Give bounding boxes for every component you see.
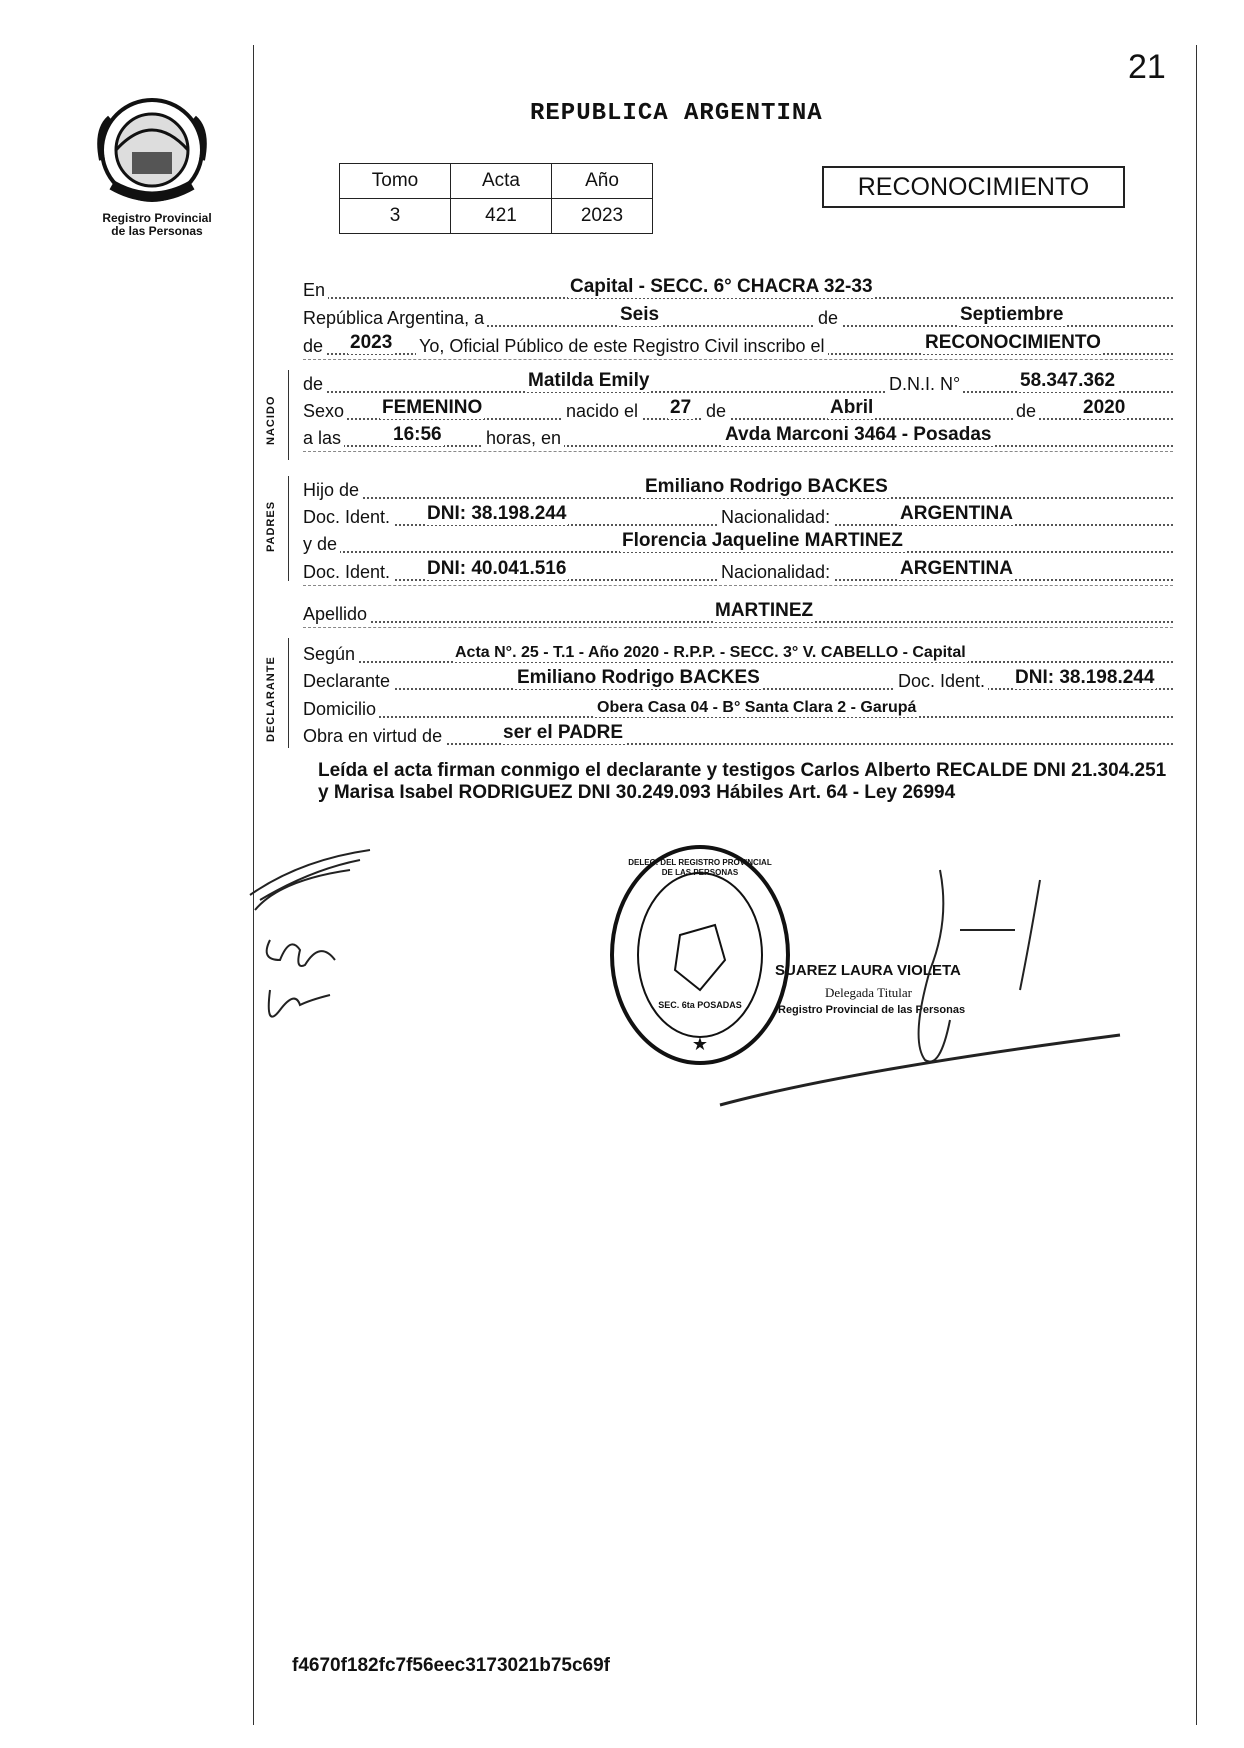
birth-month-value: Abril: [830, 397, 874, 418]
section-line-declarante: [288, 638, 289, 748]
row-domicilio: [303, 695, 1173, 723]
section-label-nacido: NACIDO: [265, 395, 277, 445]
anio-header: Año: [552, 164, 653, 199]
en-label: En: [303, 280, 328, 301]
segun-label: Según: [303, 644, 358, 665]
madre-nac-value: ARGENTINA: [900, 558, 1013, 579]
stamp-inner-text: SEC. 6ta POSADAS: [658, 1000, 742, 1010]
row-apellido: [303, 600, 1173, 628]
row-madre-doc: [303, 558, 1173, 586]
domicilio-label: Domicilio: [303, 699, 379, 720]
record-type-box: RECONOCIMIENTO: [822, 166, 1125, 208]
declarante-label: Declarante: [303, 671, 393, 692]
month-value: Septiembre: [960, 304, 1064, 325]
svg-text:★: ★: [691, 1034, 709, 1054]
section-label-padres: PADRES: [265, 500, 277, 552]
row-persona: [303, 370, 1173, 398]
lugar-value: Avda Marconi 3464 - Posadas: [725, 424, 992, 445]
dni-value: 58.347.362: [1020, 370, 1116, 391]
birth-year-value: 2020: [1083, 397, 1126, 418]
official-role: Delegada Titular: [825, 985, 913, 1000]
padre-doc-value: DNI: 38.198.244: [427, 503, 567, 524]
official-name: SUAREZ LAURA VIOLETA: [775, 962, 961, 979]
logo-caption: Registro Provincial de las Personas: [102, 211, 212, 238]
madre-doc-label: Doc. Ident.: [303, 562, 393, 583]
republica-label: República Argentina, a: [303, 308, 487, 329]
row-hora-lugar: [303, 424, 1173, 452]
madre-doc-value: DNI: 40.041.516: [427, 558, 567, 579]
section-label-declarante: DECLARANTE: [265, 656, 277, 742]
tomo-value: 3: [340, 199, 451, 234]
record-reference-table: [339, 163, 653, 234]
birth-de1-label: de: [703, 401, 729, 422]
year-value: 2023: [350, 332, 393, 353]
section-line-padres: [288, 476, 289, 581]
apellido-value: MARTINEZ: [715, 600, 814, 621]
hora-value: 16:56: [393, 424, 442, 445]
padre-nac-value: ARGENTINA: [900, 503, 1013, 524]
de-persona-label: de: [303, 374, 326, 395]
decl-doc-value: DNI: 38.198.244: [1015, 667, 1155, 688]
year-prefix: de: [303, 336, 326, 357]
row-sexo-nacimiento: [303, 397, 1173, 425]
horas-label: horas, en: [483, 428, 564, 449]
anio-value: 2023: [552, 199, 653, 234]
padre-doc-label: Doc. Ident.: [303, 507, 393, 528]
de-label: de: [815, 308, 841, 329]
row-inscripcion: [303, 332, 1173, 360]
birth-day-value: 27: [670, 397, 692, 418]
official-office: Registro Provincial de las Personas: [778, 1004, 966, 1016]
alas-label: a las: [303, 428, 344, 449]
obra-value: ser el PADRE: [503, 722, 624, 743]
page-title: REPUBLICA ARGENTINA: [530, 100, 823, 127]
day-value: Seis: [620, 304, 660, 325]
inscribo-text: Yo, Oficial Público de este Registro Civil inscribo el: [416, 336, 828, 357]
padre-value: Emiliano Rodrigo BACKES: [645, 476, 888, 497]
en-value: Capital - SECC. 6° CHACRA 32-33: [570, 276, 873, 297]
document-hash: f4670f182fc7f56eec3173021b75c69f: [292, 1655, 610, 1676]
acta-value: 421: [451, 199, 552, 234]
row-segun: [303, 640, 1173, 668]
row-fecha: [303, 304, 1173, 332]
obra-label: Obra en virtud de: [303, 726, 445, 747]
stamp-ring-text: DELEG. DEL REGISTRO PROVINCIAL DE LAS PERSONAS: [628, 858, 772, 877]
inscribo-value: RECONOCIMIENTO: [925, 332, 1101, 353]
sexo-value: FEMENINO: [382, 397, 483, 418]
row-obra: [303, 722, 1173, 750]
row-padre-doc: [303, 503, 1173, 531]
segun-value: Acta N°. 25 - T.1 - Año 2020 - R.P.P. - SECC. 3° V. CABELLO - Capital: [455, 644, 966, 661]
tomo-header: Tomo: [340, 164, 451, 199]
witness-signatures: [240, 840, 390, 1040]
madre-value: Florencia Jaqueline MARTINEZ: [622, 530, 903, 551]
section-line-nacido: [288, 370, 289, 460]
acta-header: Acta: [451, 164, 552, 199]
row-declarante: [303, 667, 1173, 695]
closing-statement: Leída el acta firman conmigo el declarante y testigos Carlos Alberto RECALDE DNI 21.304.251 y Marisa Isabel RODRIGUEZ DNI 30.249.093 Hábiles Art. 64 - Ley 26994: [318, 760, 1167, 803]
page-number: 21: [1128, 48, 1166, 86]
apellido-label: Apellido: [303, 604, 370, 625]
row-padre: [303, 476, 1173, 504]
domicilio-value: Obera Casa 04 - B° Santa Clara 2 - Garupá: [597, 699, 917, 716]
row-madre: [303, 530, 1173, 558]
nacido-label: nacido el: [563, 401, 641, 422]
misiones-emblem-logo: [92, 90, 212, 210]
declarante-value: Emiliano Rodrigo BACKES: [517, 667, 760, 688]
decl-doc-label: Doc. Ident.: [895, 671, 988, 692]
dni-label: D.N.I. N°: [886, 374, 963, 395]
hijo-label: Hijo de: [303, 480, 362, 501]
padre-nac-label: Nacionalidad:: [718, 507, 833, 528]
birth-de2-label: de: [1013, 401, 1039, 422]
sexo-label: Sexo: [303, 401, 347, 422]
right-margin-line: [1196, 45, 1197, 1725]
persona-value: Matilda Emily: [528, 370, 650, 391]
official-signature: [700, 860, 1160, 1130]
yde-label: y de: [303, 534, 340, 555]
madre-nac-label: Nacionalidad:: [718, 562, 833, 583]
row-lugar-inscripcion: [303, 276, 1173, 304]
